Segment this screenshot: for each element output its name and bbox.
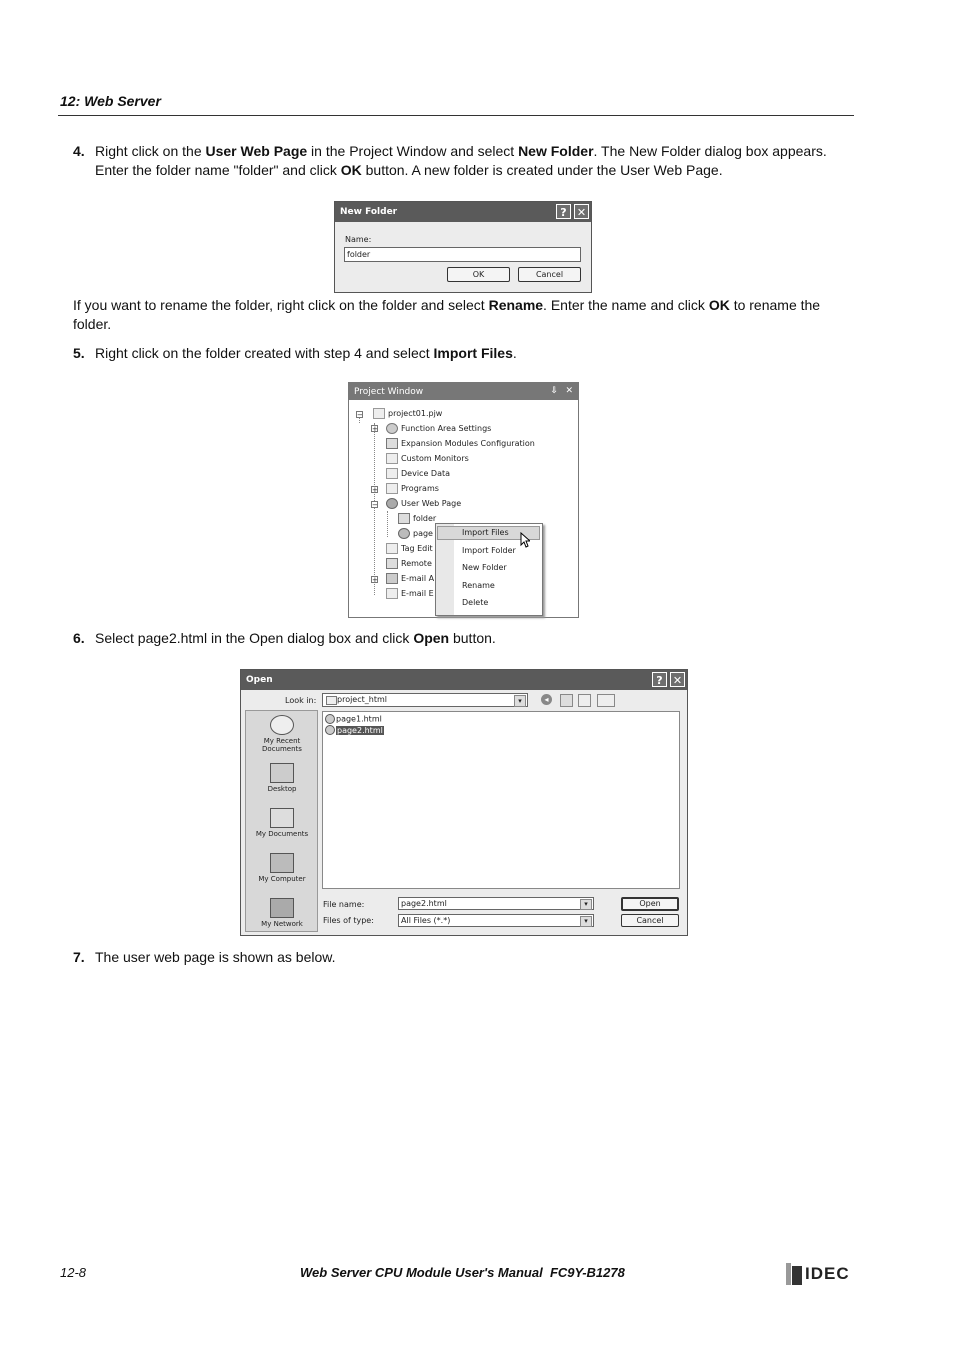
new-folder-icon[interactable] (578, 694, 591, 707)
file-type-select[interactable]: All Files (*.*) ▾ (398, 914, 594, 927)
open-dialog (240, 669, 688, 936)
tree-item-function-area[interactable]: Function Area Settings (386, 423, 491, 434)
look-in-select[interactable]: project_html ▾ (322, 693, 528, 707)
help-button[interactable]: ? (652, 672, 667, 687)
step-7-number: 7. (73, 949, 85, 965)
globe-icon (386, 498, 398, 509)
chevron-down-icon[interactable]: ▾ (580, 899, 592, 910)
step-7-text: The user web page is shown as below. (95, 949, 336, 965)
tree-item-custom-monitors[interactable]: Custom Monitors (386, 453, 469, 464)
file-name-label: File name: (323, 900, 365, 909)
open-titlebar: Open ? ✕ (241, 670, 687, 690)
documents-icon (270, 808, 294, 828)
tree-item-page[interactable]: page (398, 528, 433, 539)
project-window-titlebar: Project Window ⇩ ✕ (349, 383, 578, 400)
folder-icon (326, 696, 337, 705)
tree-item-tag-edit[interactable]: Tag Edit (386, 543, 433, 554)
folder-name-input[interactable]: folder (344, 247, 581, 262)
step-5-number: 5. (73, 345, 85, 361)
file-list (322, 711, 680, 889)
tree-item-programs[interactable]: Programs (386, 483, 439, 494)
file-name-input[interactable]: page2.html ▾ (398, 897, 594, 910)
place-my-documents[interactable]: My Documents (246, 808, 318, 838)
step-4-text: Right click on the User Web Page in the Project Window and select New Folder. The New Folder dialog box appears. Enter the folder name "folder" and click OK button. A new folder is created under the User Web Page. (95, 143, 827, 178)
program-icon (386, 483, 398, 494)
close-button[interactable]: ✕ (574, 204, 589, 219)
data-icon (386, 468, 398, 479)
rename-paragraph: If you want to rename the folder, right click on the folder and select Rename. Enter the name and click OK to rename the folder. (73, 297, 821, 332)
chevron-down-icon[interactable]: ▾ (514, 695, 526, 707)
folder-icon (398, 513, 410, 524)
email-icon (386, 588, 398, 599)
expand-toggle[interactable]: + (372, 486, 378, 494)
desktop-icon (270, 763, 294, 783)
ok-button[interactable]: OK (447, 267, 510, 282)
tree-item-remote[interactable]: Remote (386, 558, 432, 569)
tree-item-expansion[interactable]: Expansion Modules Configuration (386, 438, 535, 449)
html-file-icon (325, 725, 335, 735)
menu-item-import-files[interactable]: Import Files (462, 528, 509, 537)
tree-item-user-web-page[interactable]: User Web Page (386, 498, 461, 509)
html-file-icon (398, 528, 410, 539)
mouse-cursor-icon (520, 532, 530, 548)
place-desktop[interactable]: Desktop (246, 763, 318, 793)
header-rule (58, 115, 854, 116)
close-button[interactable]: ✕ (670, 672, 685, 687)
look-in-label: Look in: (285, 696, 317, 705)
tree-item-email-a[interactable]: E-mail A (386, 573, 434, 584)
expand-toggle[interactable]: + (372, 576, 378, 584)
place-my-recent[interactable]: My Recent Documents (246, 715, 318, 753)
collapse-toggle[interactable]: − (372, 501, 378, 509)
view-menu-icon[interactable] (597, 694, 615, 707)
close-icon[interactable]: ✕ (565, 386, 573, 396)
places-bar (245, 710, 318, 932)
recent-documents-icon (270, 715, 294, 735)
email-icon (386, 573, 398, 584)
module-icon (386, 438, 398, 449)
project-file-icon (373, 408, 385, 419)
tree-item-email-e[interactable]: E-mail E (386, 588, 434, 599)
help-button[interactable]: ? (556, 204, 571, 219)
new-folder-titlebar: New Folder ? ✕ (335, 202, 591, 222)
file-type-label: Files of type: (323, 916, 374, 925)
cancel-button[interactable]: Cancel (518, 267, 581, 282)
menu-item-delete[interactable]: Delete (462, 598, 489, 607)
step-6-number: 6. (73, 630, 85, 646)
network-icon (270, 898, 294, 918)
chevron-down-icon[interactable]: ▾ (580, 916, 592, 927)
gear-icon (386, 423, 398, 434)
tree-item-device-data[interactable]: Device Data (386, 468, 450, 479)
menu-item-rename[interactable]: Rename (462, 581, 495, 590)
file-item-page2[interactable]: page2.html (325, 725, 384, 735)
place-my-network[interactable]: My Network (246, 898, 318, 928)
html-file-icon (325, 714, 335, 724)
step-4-number: 4. (73, 143, 85, 159)
up-folder-icon[interactable] (560, 694, 573, 707)
name-label: Name: (345, 235, 372, 244)
cancel-button[interactable]: Cancel (621, 914, 679, 927)
monitor-icon (386, 453, 398, 464)
idec-logo: IDEC (786, 1263, 856, 1285)
place-my-computer[interactable]: My Computer (246, 853, 318, 883)
manual-title: Web Server CPU Module User's Manual FC9Y-B1278 (300, 1265, 625, 1280)
pin-icon[interactable]: ⇩ (550, 386, 558, 396)
computer-icon (270, 853, 294, 873)
expand-toggle[interactable]: + (372, 425, 378, 433)
remote-icon (386, 558, 398, 569)
new-folder-dialog (334, 201, 592, 293)
context-menu (435, 523, 543, 616)
menu-item-new-folder[interactable]: New Folder (462, 563, 507, 572)
tag-icon (386, 543, 398, 554)
chapter-header: 12: Web Server (60, 93, 161, 109)
tree-item-project[interactable]: project01.pjw (373, 408, 442, 419)
page-number: 12-8 (60, 1265, 87, 1280)
back-icon[interactable]: ◂ (541, 694, 552, 705)
step-6-text: Select page2.html in the Open dialog box and click Open button. (95, 630, 496, 646)
step-5-text: Right click on the folder created with step 4 and select Import Files. (95, 345, 517, 361)
project-window (348, 382, 579, 618)
collapse-toggle[interactable]: − (357, 411, 363, 419)
menu-item-import-folder[interactable]: Import Folder (462, 546, 516, 555)
open-button[interactable]: Open (621, 897, 679, 911)
file-item-page1[interactable]: page1.html (325, 714, 382, 724)
tree-item-folder[interactable]: folder (398, 513, 436, 524)
